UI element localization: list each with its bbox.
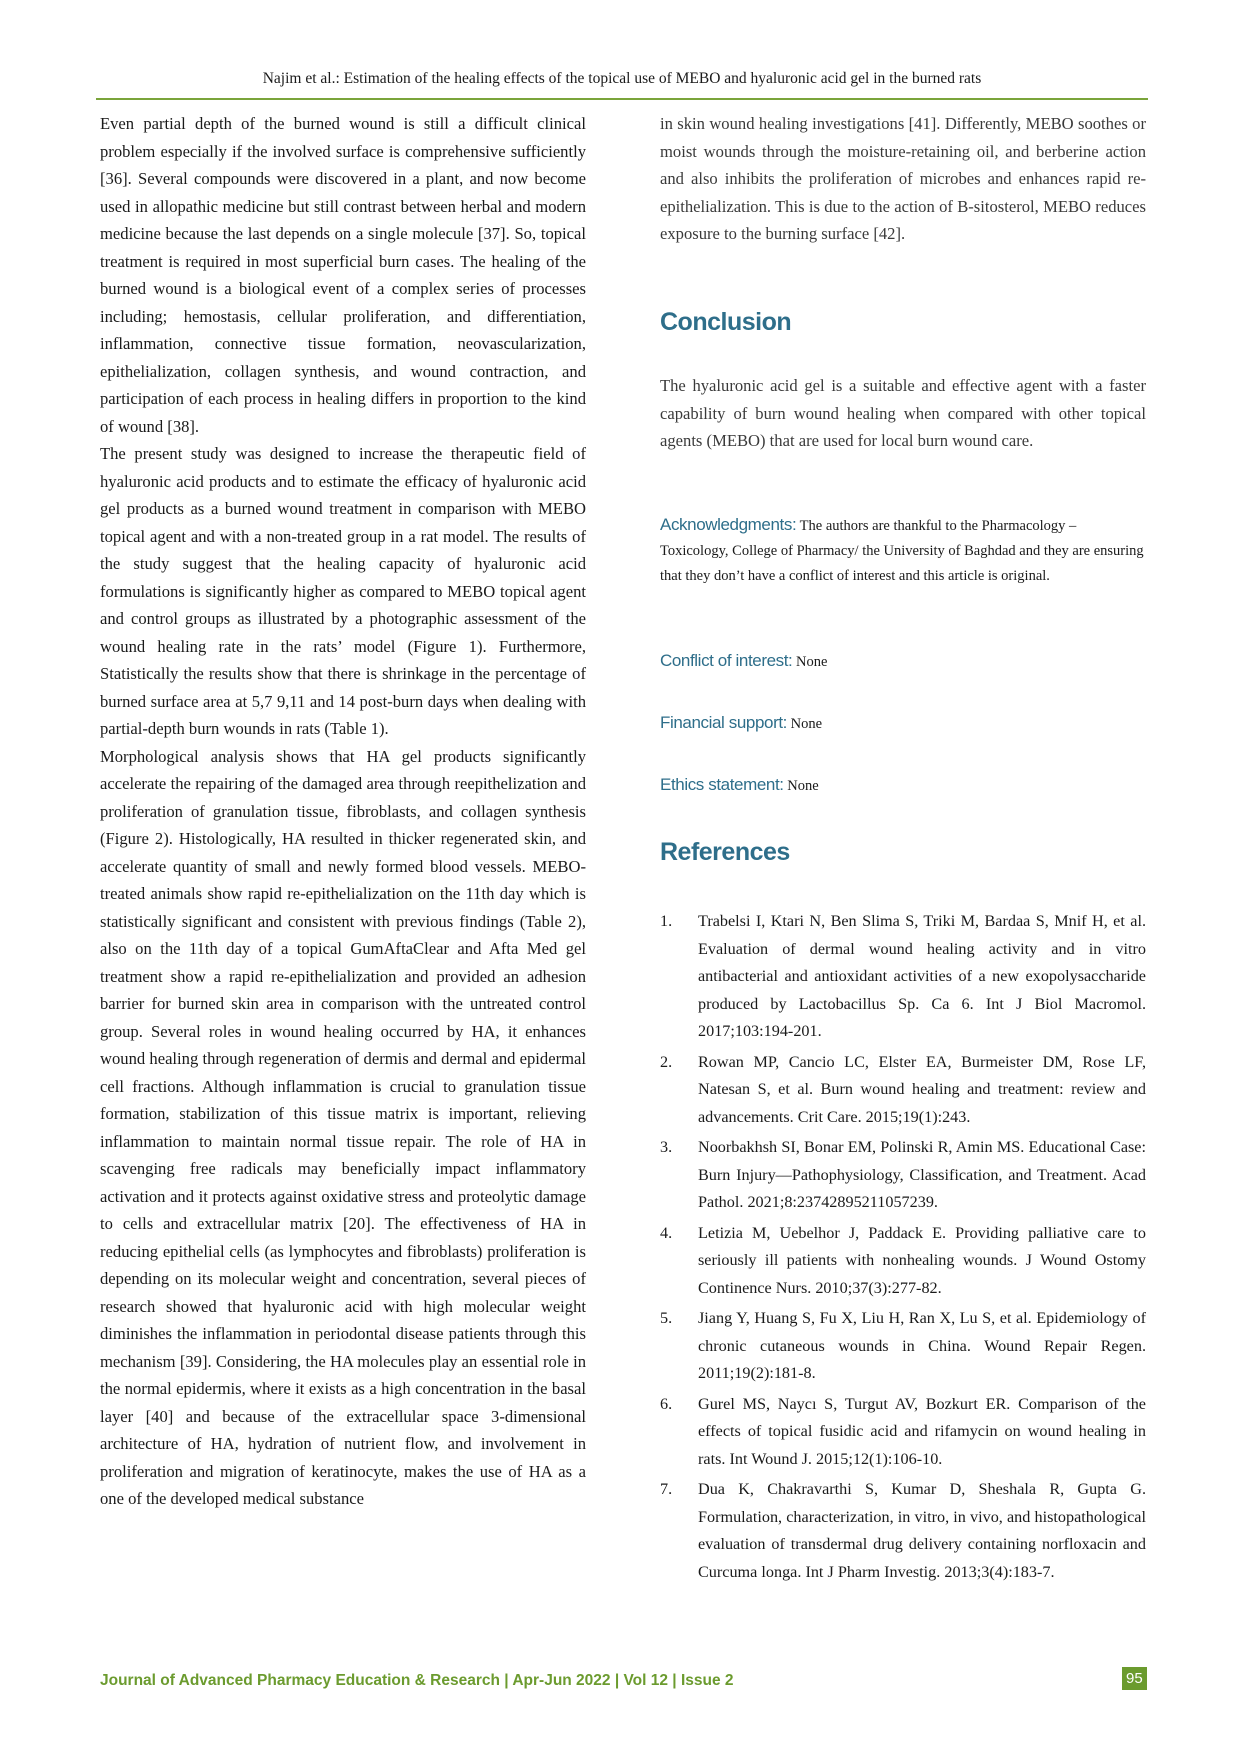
financial-block [660,710,1146,737]
reference-item [660,1049,1146,1132]
conflict-text: None [796,654,828,670]
reference-number: 5. [660,1309,673,1327]
header-rule [96,98,1148,100]
reference-text: Gurel MS, Naycı S, Turgut AV, Bozkurt ER. Comparison of the effects of topical fusidic acid and rifamycin on wound healing in rats. Int Wound J. 2015;12(1):106-10. [698,1394,1146,1468]
paragraph: in skin wound healing investigations [41]. Differently, MEBO soothes or moist wounds through the moisture-retaining oil, and berberine action and also inhibits the proliferation of microbes and enhances rapid re-epithelialization. This is due to the action of B-sitosterol, MEBO reduces exposure to the burning surface [42]. [660,114,1146,243]
reference-number: 6. [660,1394,673,1413]
conclusion-heading: Conclusion [660,308,792,336]
reference-text: Trabelsi I, Ktari N, Ben Slima S, Triki M, Bardaa S, Mnif H, et al. Evaluation of dermal wound healing activity and in vitro antibacterial and antioxidant activities of a new exopolysaccharide produced by Lactobacillus Sp. Ca 6. Int J Biol Macromol. 2017;103:194-201. [698,912,1146,1040]
ethics-text: None [787,778,819,794]
reference-number: 4. [660,1223,673,1242]
paragraph: Morphological analysis shows that HA gel products significantly accelerate the repairing of the damaged area through reepithelization and proliferation of granulation tissue, fibroblasts, and collagen synthesis (Figure 2). Histologically, HA resulted in thicker regenerated skin, and accelerate quantity of small and newly formed blood vessels. MEBO-treated animals show rapid re-epithelialization on the 11th day which is statistically significant and consistent with previous findings (Table 2), also on the 11th day of a topical GumAftaClear and Afta Med gel treatment show a rapid re-epithelialization and provided an adhesion barrier for burned skin area in comparison with the untreated control group. Several roles in wound healing occurred by HA, it enhances wound healing through regeneration of dermis and dermal and epidermal cell fractions. Although inflammation is crucial to granulation tissue formation, stabilization of this tissue matrix is important, relieving inflammation to maintain normal tissue repair. The role of HA in scavenging free radicals may beneficially impact inflammatory activation and it protects against oxidative stress and proteolytic damage to cells and extracellular matrix [20]. The effectiveness of HA in reducing epithelial cells (as lymphocytes and fibroblasts) proliferation is depending on its molecular weight and concentration, several pieces of research showed that hyaluronic acid with high molecular weight diminishes the inflammation in periodontal disease patients through this mechanism [39]. Considering, the HA molecules play an essential role in the normal epidermis, where it exists as a high concentration in the basal layer [40] and because of the extracellular space 3-dimensional architecture of HA, hydration of nutrient flow, and involvement in proliferation and migration of keratinocyte, makes the use of HA as a one of the developed medical substance [100,746,586,1508]
reference-text: Jiang Y, Huang S, Fu X, Liu H, Ran X, Lu S, et al. Epidemiology of chronic cutaneous wounds in China. Wound Repair Regen. 2011;19(2):181-8. [698,1309,1146,1382]
page-number: 95 [1122,1667,1147,1690]
journal-footer: Journal of Advanced Pharmacy Education & Research | Apr-Jun 2022 | Vol 12 | Issue 2 [100,1672,734,1689]
reference-number: 2. [660,1052,673,1071]
reference-text: Letizia M, Uebelhor J, Paddack E. Providing palliative care to seriously ill patients with nonhealing wounds. J Wound Ostomy Continence Nurs. 2010;37(3):277-82. [698,1223,1146,1297]
reference-item [660,1305,1146,1388]
paragraph: Even partial depth of the burned wound is still a difficult clinical problem especially if the involved surface is comprehensive sufficiently [36]. Several compounds were discovered in a plant, and now become used in allopathic medicine but still contrast between herbal and modern medicine because the last depends on a single molecule [37]. So, topical treatment is required in most superficial burn cases. The healing of the burned wound is a biological event of a complex series of processes including; hemostasis, cellular proliferation, and differentiation, inflammation, connective tissue formation, neovascularization, epithelialization, collagen synthesis, and wound contraction, and participation of each process in healing differs in proportion to the kind of wound [38]. [100,114,586,436]
reference-item [660,1476,1146,1586]
right-column-intro [660,110,1146,248]
reference-item [660,1220,1146,1303]
financial-label: Financial support: [660,713,787,732]
conflict-block [660,648,1146,675]
reference-item [660,1134,1146,1217]
reference-item [660,1391,1146,1474]
reference-item [660,908,1146,1046]
running-header: Najim et al.: Estimation of the healing effects of the topical use of MEBO and hyaluronic acid gel in the burned rats [262,70,982,87]
financial-text: None [790,716,823,732]
left-column [100,110,586,1513]
reference-text: Dua K, Chakravarthi S, Kumar D, Sheshala R, Gupta G. Formulation, characterization, in vitro, in vivo, and histopathological evaluation of transdermal drug delivery containing norfloxacin and Curcuma longa. Int J Pharm Investig. 2013;3(4):183-7. [698,1480,1146,1581]
reference-list [660,908,1146,1589]
reference-number: 7. [660,1480,673,1498]
paragraph: The present study was designed to increase the therapeutic field of hyaluronic acid products and to estimate the efficacy of hyaluronic acid gel products as a burned wound treatment in comparison with MEBO topical agent and with a non-treated group in a rat model. The results of the study suggest that the healing capacity of hyaluronic acid formulations is significantly higher as compared to MEBO topical agent and control groups as illustrated by a photographic assessment of the wound healing rate in the rats’ model (Figure 1). Furthermore, Statistically the results show that there is shrinkage in the percentage of burned surface area at 5,7 9,11 and 14 post-burn days when dealing with partial-depth burn wounds in rats (Table 1). [100,444,586,738]
reference-number: 3. [660,1138,673,1156]
acknowledgments-label: Acknowledgments: [660,515,797,534]
conclusion-text: The hyaluronic acid gel is a suitable and effective agent with a faster capability of burn wound healing when compared with other topical agents (MEBO) that are used for local burn wound care. [660,376,1146,450]
reference-text: Rowan MP, Cancio LC, Elster EA, Burmeister DM, Rose LF, Natesan S, et al. Burn wound healing and treatment: review and advancements. Crit Care. 2015;19(1):243. [698,1052,1146,1126]
acknowledgments-block [660,512,1146,589]
references-heading: References [660,838,790,866]
reference-text: Noorbakhsh SI, Bonar EM, Polinski R, Amin MS. Educational Case: Burn Injury—Pathophysiology, Classification, and Treatment. Acad Pathol. 2021;8:23742895211057239. [698,1138,1146,1211]
ethics-block [660,772,1146,799]
conclusion-block [660,372,1146,455]
reference-number: 1. [660,912,673,930]
conflict-label: Conflict of interest: [660,651,793,670]
acknowledgments-text: The authors are thankful to the Pharmacology – Toxicology, College of Pharmacy/ the University of Baghdad and they are ensuring that they don’t have a conflict of interest and this article is original. [660,518,1144,584]
ethics-label: Ethics statement: [660,775,784,794]
